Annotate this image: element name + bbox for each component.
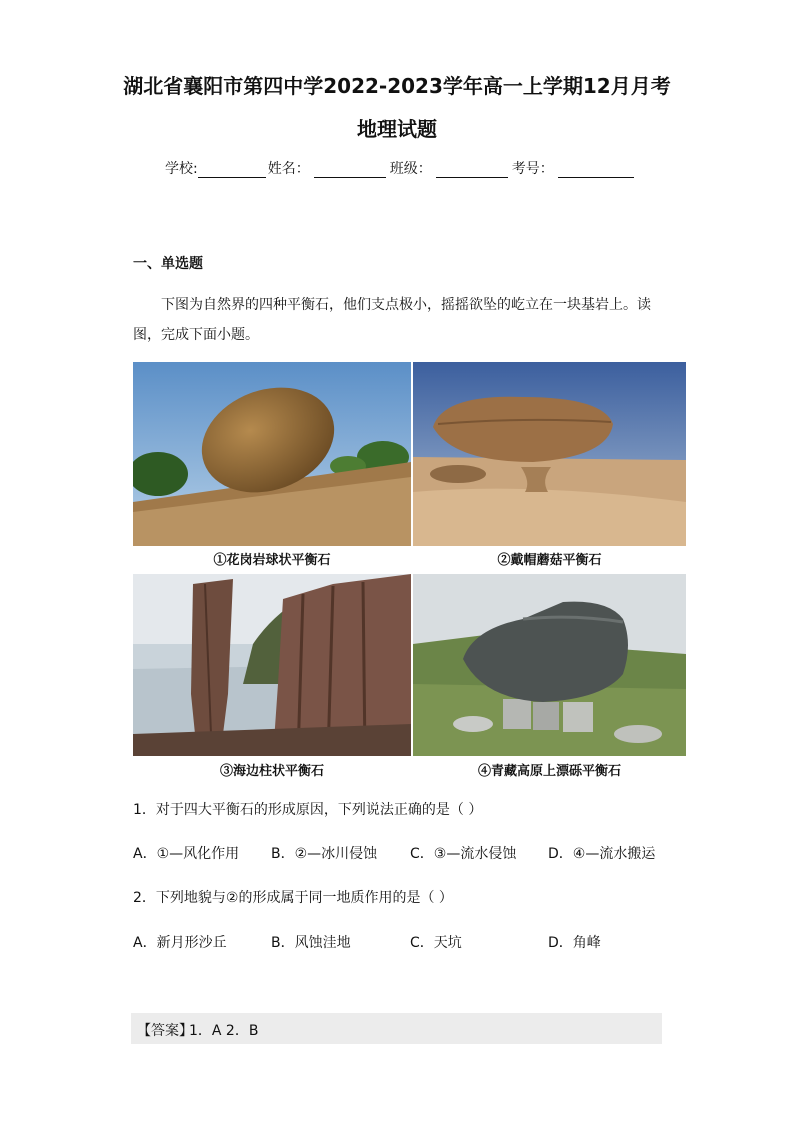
class-label: 班级： — [389, 161, 432, 177]
question-1-option-a[interactable]: A．①—风化作用 — [133, 846, 240, 862]
exam-number-field[interactable] — [558, 161, 634, 178]
intro-paragraph: 下图为自然界的四种平衡石，他们支点极小，摇摇欲坠的屹立在一块基岩上。读图，完成下面小题。 — [133, 297, 651, 343]
question-1-option-d[interactable]: D．④—流水搬运 — [548, 846, 656, 862]
document-subtitle: 地理试题 — [357, 117, 437, 141]
name-field[interactable] — [314, 161, 386, 178]
photo-caption: ④青藏高原上漂砾平衡石 — [477, 764, 621, 779]
photo-sea-pillar-rock — [133, 574, 411, 756]
school-label: 学校: — [165, 161, 198, 177]
school-field[interactable] — [198, 161, 266, 178]
answer-label: 【答案】 — [137, 1023, 193, 1039]
exam-number-label: 考号： — [511, 161, 554, 177]
photo-granite-ball-rock — [133, 362, 411, 546]
question-2-option-c[interactable]: C．天坑 — [410, 935, 462, 951]
section-title: 一、单选题 — [133, 256, 203, 272]
photo-caption: ③海边柱状平衡石 — [219, 764, 324, 779]
class-field[interactable] — [436, 161, 508, 178]
answer-text: 1．A 2．B — [189, 1023, 259, 1039]
photo-caption: ①花岗岩球状平衡石 — [213, 553, 331, 568]
photo-erratic-boulder-rock — [413, 574, 686, 756]
question-1-stem: 1．对于四大平衡石的形成原因，下列说法正确的是（ ） — [133, 802, 483, 818]
question-1-option-b[interactable]: B．②—冰川侵蚀 — [271, 846, 378, 862]
photo-caption: ②戴帽蘑菇平衡石 — [497, 553, 602, 568]
document-title: 湖北省襄阳市第四中学2022-2023学年高一上学期12月月考 — [123, 74, 671, 98]
question-2-stem: 2．下列地貌与②的形成属于同一地质作用的是（ ） — [133, 890, 453, 906]
question-2-option-d[interactable]: D．角峰 — [548, 935, 601, 951]
question-2-option-a[interactable]: A．新月形沙丘 — [133, 935, 227, 951]
question-1-option-c[interactable]: C．③—流水侵蚀 — [410, 846, 517, 862]
photo-mushroom-rock — [413, 362, 686, 546]
name-label: 姓名： — [267, 161, 310, 177]
question-2-option-b[interactable]: B．风蚀洼地 — [271, 935, 351, 951]
answer-box — [131, 1013, 662, 1044]
student-info-row — [165, 158, 636, 178]
